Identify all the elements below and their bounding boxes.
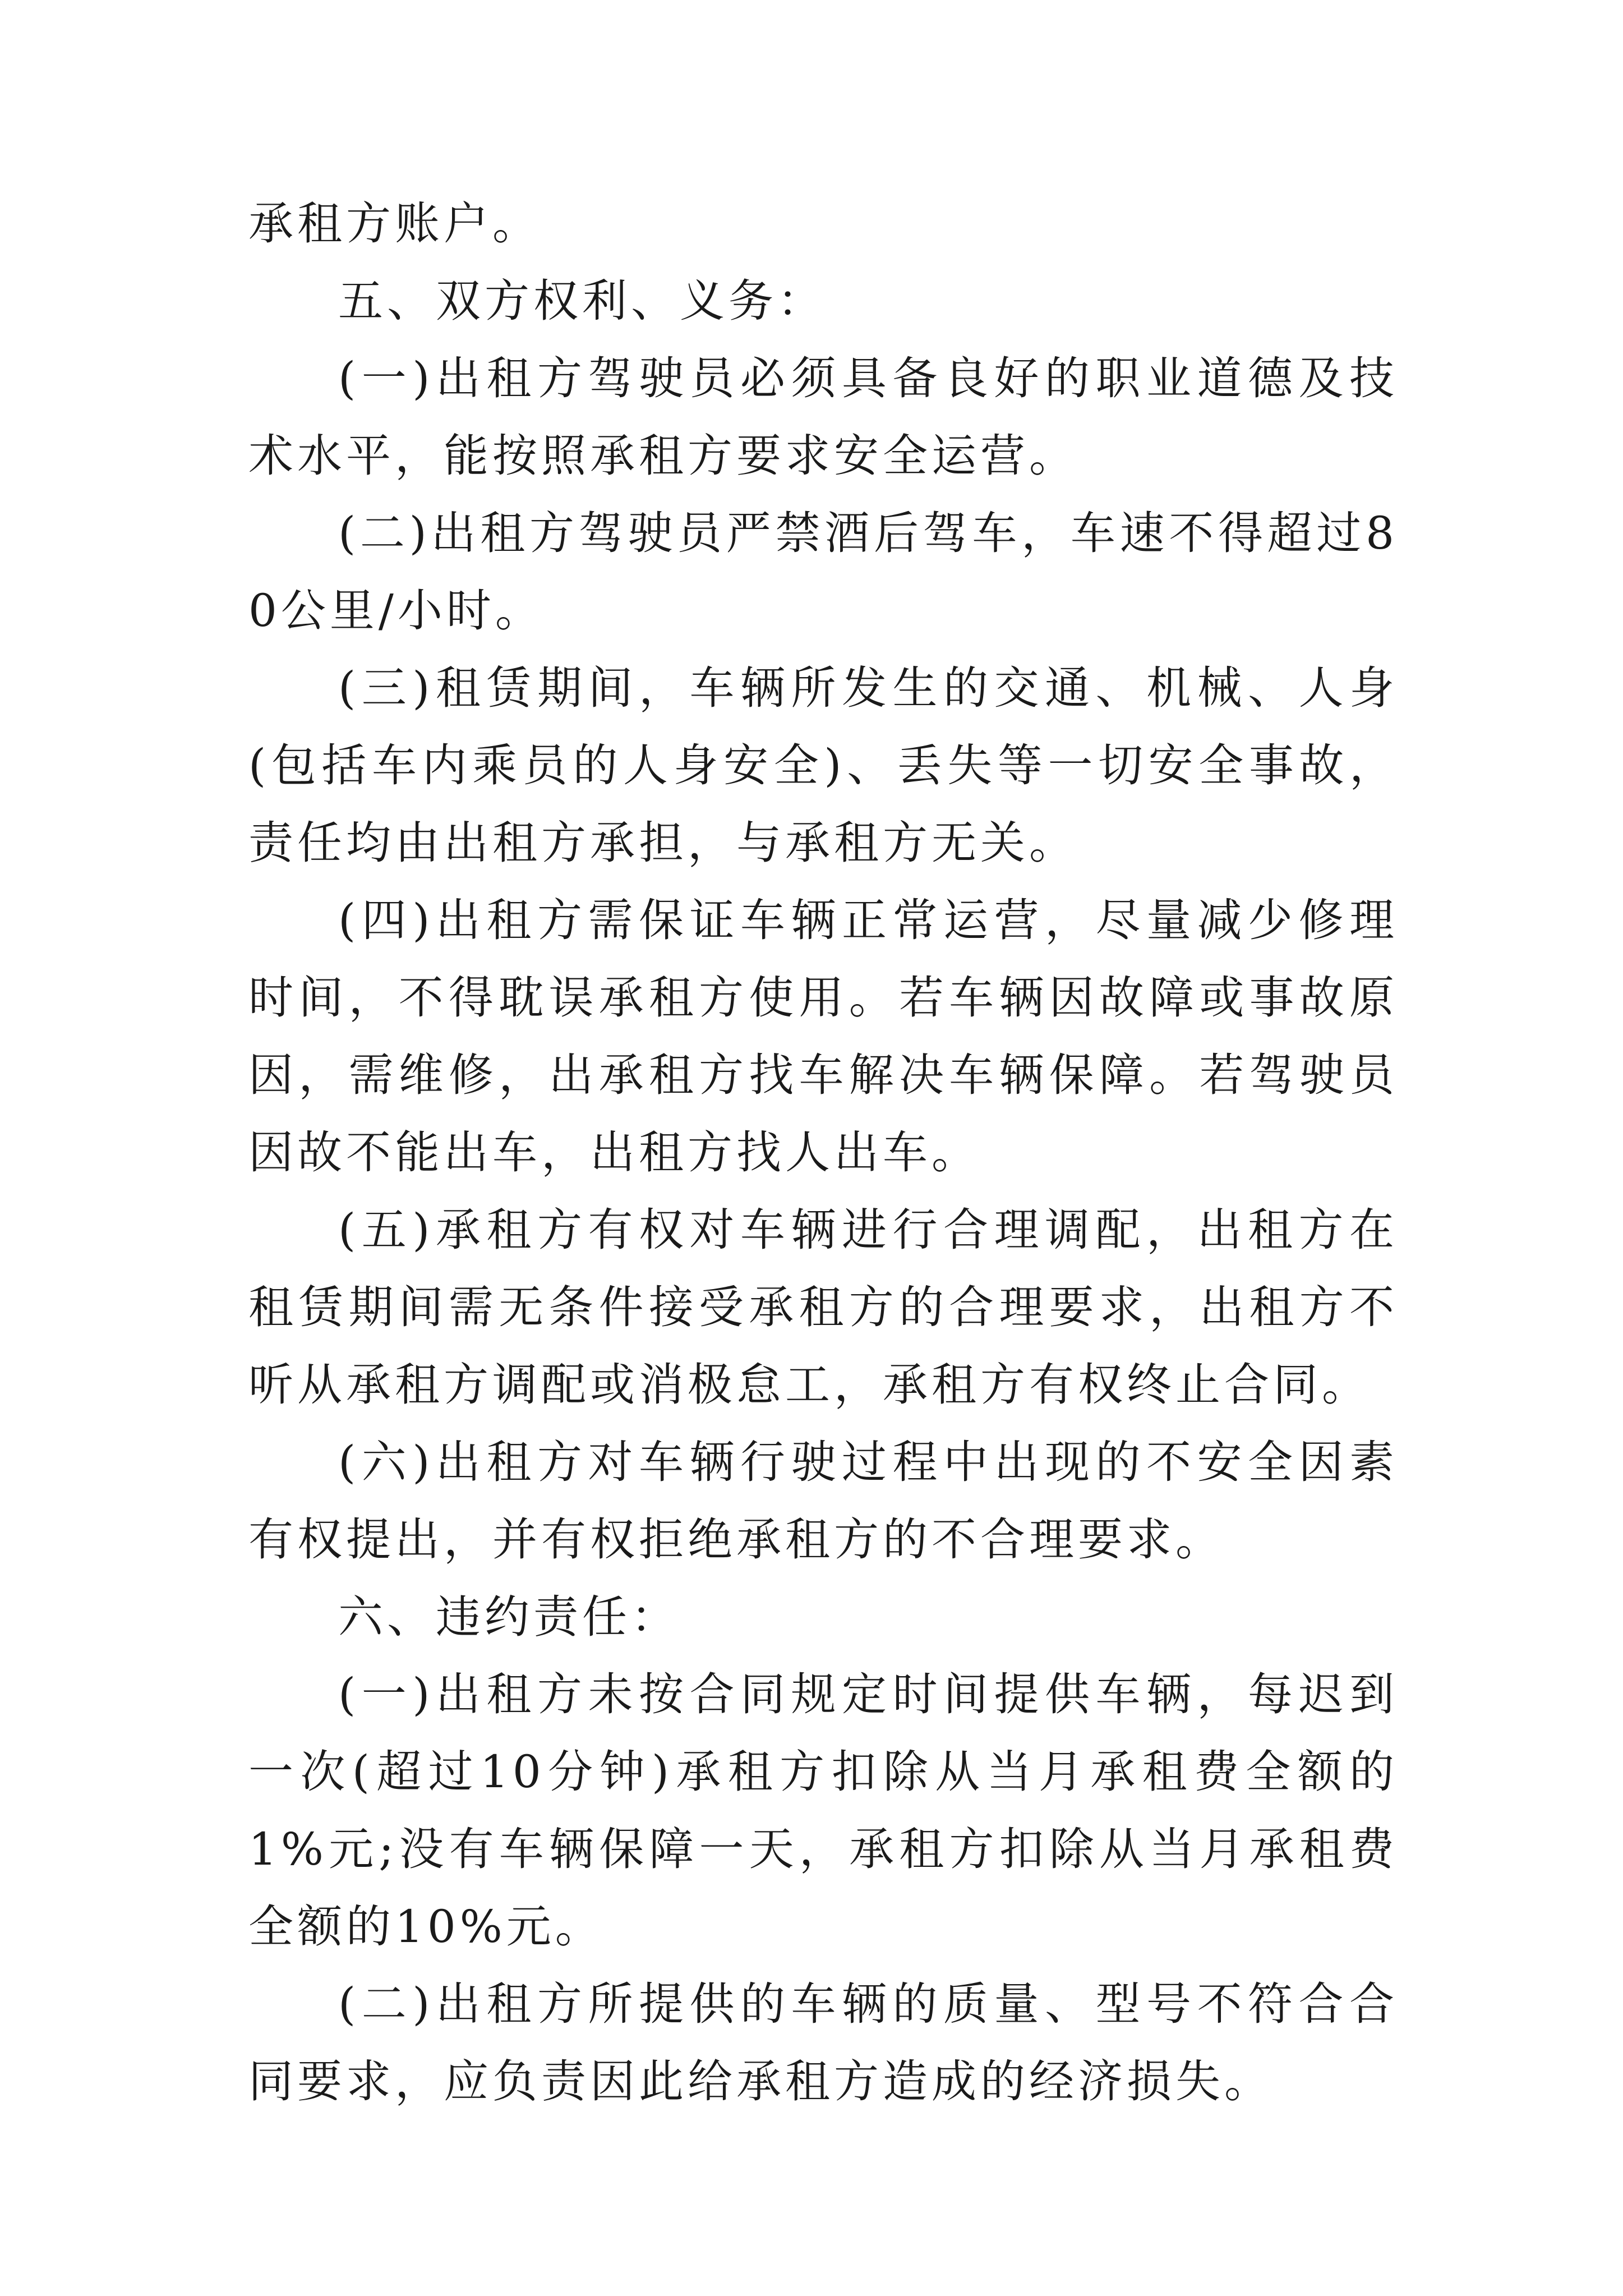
clause-5-5: (五)承租方有权对车辆进行合理调配，出租方在租赁期间需无条件接受承租方的合理要求，出租方不听从承租方调配或消极怠工，承租方有权终止合同。 [248,1204,1398,1411]
clause-6-1: (一)出租方未按合同规定时间提供车辆，每迟到一次(超过10分钟)承租方扣除从当月承租费全额的1%元;没有车辆保障一天，承租方扣除从当月承租费全额的10%元。 [248,1668,1398,1953]
section-heading-liability: 六、违约责任： [338,1591,680,1643]
clause-5-6: (六)出租方对车辆行驶过程中出现的不安全因素有权提出，并有权拒绝承租方的不合理要求。 [248,1436,1398,1566]
clause-5-4: (四)出租方需保证车辆正常运营，尽量减少修理时间，不得耽误承租方使用。若车辆因故障或事故原因，需维修，出承租方找车解决车辆保障。若驾驶员因故不能出车，出租方找人出车。 [248,894,1398,1179]
clause-5-3: (三)租赁期间，车辆所发生的交通、机械、人身(包括车内乘员的人身安全)、丢失等一切安全事故，责任均由出租方承担，与承租方无关。 [248,662,1398,869]
paragraph-account-continuation: 承租方账户。 [248,197,541,250]
clause-6-2: (二)出租方所提供的车辆的质量、型号不符合合同要求，应负责因此给承租方造成的经济损失。 [248,1978,1398,2108]
document-body [248,185,1398,2120]
clause-5-2: (二)出租方驾驶员严禁酒后驾车，车速不得超过80公里/小时。 [248,507,1398,637]
section-heading-rights-obligations: 五、双方权利、义务： [338,275,826,327]
clause-5-1: (一)出租方驾驶员必须具备良好的职业道德及技术水平，能按照承租方要求安全运营。 [248,352,1398,482]
